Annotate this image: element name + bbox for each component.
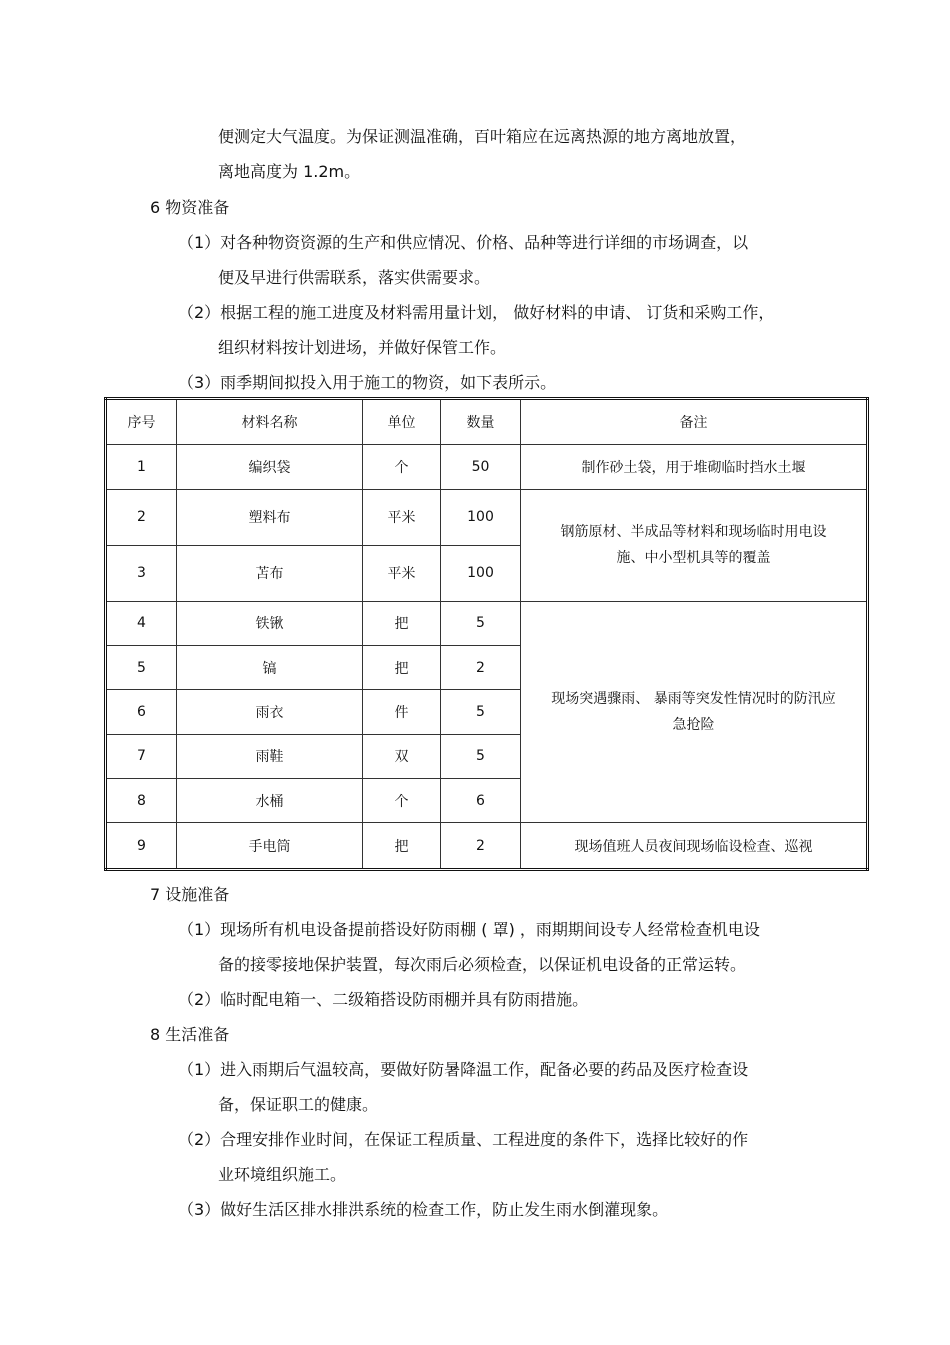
- cell-name: 雨鞋: [177, 734, 363, 778]
- cell-unit: 平米: [363, 545, 441, 601]
- section-6-item-1-line-2: 便及早进行供需联系，落实供需要求。: [218, 268, 491, 287]
- cell-unit: 把: [363, 646, 441, 690]
- header-no: 序号: [106, 399, 177, 445]
- cell-unit: 件: [363, 690, 441, 734]
- note-cover-line-2: 施、中小型机具等的覆盖: [616, 550, 771, 567]
- note-flood-line-2: 急抢险: [672, 717, 715, 734]
- cell-no: 8: [106, 779, 177, 823]
- header-unit: 单位: [363, 399, 441, 445]
- intro-line-2: 离地高度为 1.2m。: [218, 162, 361, 181]
- cell-name: 水桶: [177, 779, 363, 823]
- cell-unit: 个: [363, 779, 441, 823]
- cell-name: 雨衣: [177, 690, 363, 734]
- cell-unit: 双: [363, 734, 441, 778]
- cell-qty: 5: [441, 690, 521, 734]
- section-6-item-1-line-1: （1）对各种物资资源的生产和供应情况、价格、品种等进行详细的市场调查，以: [178, 233, 749, 252]
- cell-qty: 6: [441, 779, 521, 823]
- section-6-item-2-line-2: 组织材料按计划进场，并做好保管工作。: [218, 338, 507, 357]
- cell-name: 镐: [177, 646, 363, 690]
- section-8-item-1-line-2: 备，保证职工的健康。: [218, 1095, 379, 1114]
- cell-name: 苫布: [177, 545, 363, 601]
- section-8-item-1-line-1: （1）进入雨期后气温较高，要做好防暑降温工作，配备必要的药品及医疗检查设: [178, 1060, 749, 1079]
- cell-qty: 5: [441, 734, 521, 778]
- cell-unit: 平米: [363, 489, 441, 545]
- cell-no: 6: [106, 690, 177, 734]
- cell-name: 编织袋: [177, 445, 363, 489]
- note-flood-line-1: 现场突遇骤雨、 暴雨等突发性情况时的防汛应: [551, 691, 836, 708]
- section-6-item-3-line-1: （3）雨季期间拟投入用于施工的物资，如下表所示。: [178, 373, 557, 392]
- cell-note-cover: [521, 489, 868, 601]
- table-header-row: [106, 399, 868, 445]
- table-row: [106, 445, 868, 489]
- header-name: 材料名称: [177, 399, 363, 445]
- section-6-item-2-line-1: （2）根据工程的施工进度及材料需用量计划， 做好材料的申请、 订货和采购工作，: [178, 303, 775, 322]
- cell-unit: 把: [363, 823, 441, 870]
- cell-name: 手电筒: [177, 823, 363, 870]
- header-note: 备注: [521, 399, 868, 445]
- section-6-heading: 6 物资准备: [150, 198, 230, 217]
- cell-no: 5: [106, 646, 177, 690]
- cell-qty: 5: [441, 601, 521, 645]
- cell-qty: 100: [441, 545, 521, 601]
- cell-unit: 把: [363, 601, 441, 645]
- table-row: [106, 601, 868, 645]
- cell-name: 塑料布: [177, 489, 363, 545]
- materials-table: [104, 397, 869, 871]
- cell-note-sandbag: 制作砂土袋，用于堆砌临时挡水土堰: [521, 445, 868, 489]
- section-7-heading: 7 设施准备: [150, 885, 230, 904]
- cell-no: 4: [106, 601, 177, 645]
- cell-note-flood: [521, 601, 868, 823]
- cell-unit: 个: [363, 445, 441, 489]
- section-7-item-2-line-1: （2）临时配电箱一、二级箱搭设防雨棚并具有防雨措施。: [178, 990, 589, 1009]
- cell-no: 1: [106, 445, 177, 489]
- cell-no: 2: [106, 489, 177, 545]
- section-8-item-2-line-2: 业环境组织施工。: [218, 1165, 347, 1184]
- table-row: [106, 823, 868, 870]
- section-7-item-1-line-2: 备的接零接地保护装置，每次雨后必须检查，以保证机电设备的正常运转。: [218, 955, 747, 974]
- cell-no: 3: [106, 545, 177, 601]
- section-8-heading: 8 生活准备: [150, 1025, 230, 1044]
- cell-qty: 2: [441, 823, 521, 870]
- section-8-item-3-line-1: （3）做好生活区排水排洪系统的检查工作，防止发生雨水倒灌现象。: [178, 1200, 669, 1219]
- cell-no: 7: [106, 734, 177, 778]
- cell-qty: 50: [441, 445, 521, 489]
- note-cover-line-1: 钢筋原材、半成品等材料和现场临时用电设: [560, 524, 827, 541]
- section-7-item-1-line-1: （1）现场所有机电设备提前搭设好防雨棚 ( 罩) ，雨期期间设专人经常检查机电设: [178, 920, 760, 939]
- section-8-item-2-line-1: （2）合理安排作业时间，在保证工程质量、工程进度的条件下，选择比较好的作: [178, 1130, 749, 1149]
- cell-qty: 100: [441, 489, 521, 545]
- header-qty: 数量: [441, 399, 521, 445]
- cell-qty: 2: [441, 646, 521, 690]
- cell-name: 铁锹: [177, 601, 363, 645]
- intro-line-1: 便测定大气温度。为保证测温准确，百叶箱应在远离热源的地方离地放置，: [218, 127, 747, 146]
- cell-note-patrol: 现场值班人员夜间现场临设检查、巡视: [521, 823, 868, 870]
- table-row: [106, 489, 868, 545]
- cell-no: 9: [106, 823, 177, 870]
